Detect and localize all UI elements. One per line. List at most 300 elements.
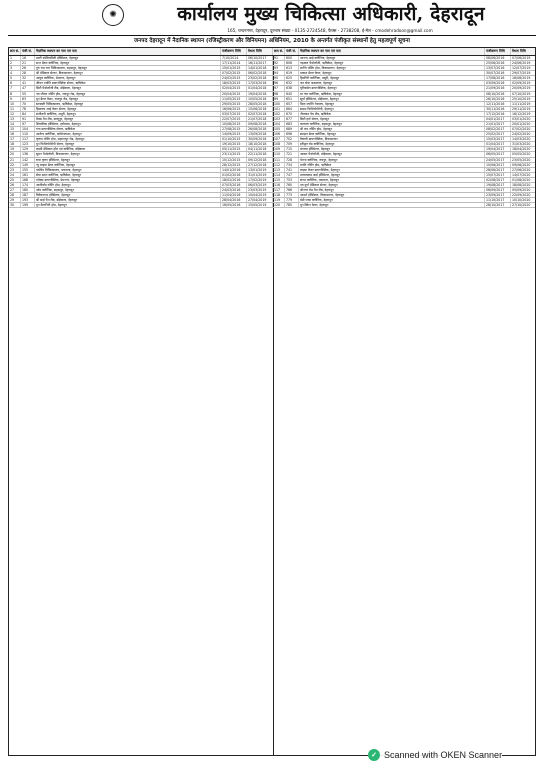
table-cell: 785 <box>285 203 299 207</box>
table-cell: 55 <box>21 92 35 96</box>
table-cell: पर्वतीय चिकित्सालय, चकराता, देहरादून <box>35 168 221 172</box>
table-cell: 613 <box>285 66 299 70</box>
table-cell: 7/10/2014 <box>221 56 247 60</box>
table-cell: 657 <box>285 102 299 106</box>
table-cell: 21 <box>9 158 21 162</box>
table-cell: 123 <box>21 142 35 146</box>
table-cell: मल्टी स्पेशियलिटी हॉस्पिटल, देहरादून <box>35 56 221 60</box>
column-header: क्रम सं. <box>274 49 284 53</box>
table-cell: श्री मेडिकल सेण्टर, विकासनगर, देहरादून <box>35 71 221 75</box>
table-cell: 9 <box>9 97 21 101</box>
column-header: पंजी सं. <box>21 48 35 55</box>
table-cell: आशीर्वाद नर्सिंग होम, देहरादून <box>35 183 221 187</box>
table-cell: 20/09/2019 <box>511 86 536 90</box>
table-cell: सूर्या हॉस्पिटल, डोईवाला, देहरादून <box>299 97 485 101</box>
table-cell: 19/08/2017 <box>485 183 511 187</box>
table-cell: 136 <box>21 152 35 156</box>
table-cell: 105 <box>273 127 285 131</box>
table-cell: 715 <box>285 147 299 151</box>
table-cell: 11/10/2017 <box>485 198 511 202</box>
table-cell: 15/03/2017 <box>485 137 511 141</box>
table-cell: 14/01/2018 <box>247 66 273 70</box>
header-divider <box>8 35 536 36</box>
table-cell: 101 <box>273 107 285 111</box>
table-cell: विवेकानन्द हॉस्पिटल, देहरादून <box>35 193 221 197</box>
table-cell: 23/09/2017 <box>485 193 511 197</box>
table-cell: 26 <box>9 183 21 187</box>
table-cell: उत्तराखण्ड आई हॉस्पिटल, देहरादून <box>299 173 485 177</box>
table-cell: 18 <box>9 142 21 146</box>
table-cell: सन्त डेंटल क्लीनिक, देहरादून <box>35 61 221 65</box>
table-cell: 31/01/2019 <box>247 173 273 177</box>
column-header: क्रम सं. <box>10 49 20 53</box>
table-cell: आदर्श हॉस्पिटल, विकासनगर, देहरादून <box>299 193 485 197</box>
table-cell: 766 <box>285 188 299 192</box>
table-cell: 23/11/2015 <box>221 152 247 156</box>
table-cell: 63 <box>21 97 35 101</box>
table-cell: 619 <box>285 71 299 75</box>
table-cell: आस्था पैथोलॉजी, डोईवाला, देहरादून <box>299 152 485 156</box>
table-cell: 107 <box>273 137 285 141</box>
table-cell: 30/11/2016 <box>485 107 511 111</box>
table-cell: 30 <box>9 203 21 207</box>
table-cell: 747 <box>285 173 299 177</box>
table-cell: 15/01/2015 <box>221 66 247 70</box>
office-address: 165, चन्दननगर, देहरादून, दूरभाष संख्या - 0135-2724548, फैक्स - 2738208, ई-मेल - cmodehradoon@gmail.com <box>227 28 433 33</box>
table-cell: 11/04/2016 <box>221 193 247 197</box>
table-cell: 10/10/2020 <box>511 198 536 202</box>
table-cell: 104 <box>273 122 285 126</box>
table-cell: 05/11/2015 <box>221 147 247 151</box>
table-cell: सेवा सदन क्लीनिक, ऋषिकेश, देहरादून <box>35 173 221 177</box>
table-cell: 05/09/2020 <box>511 188 536 192</box>
table-cell: 24 <box>9 173 21 177</box>
table-cell: 01/08/2020 <box>511 178 536 182</box>
column-header: पंजीकरण तिथि <box>485 48 511 55</box>
table-cell: 26/10/2016 <box>485 97 511 101</box>
table-cell: 632 <box>285 81 299 85</box>
column-header: वैधता तिथि <box>247 48 273 55</box>
table-cell: 10/12/2015 <box>221 158 247 162</box>
table-cell: 24/02/2020 <box>511 132 536 136</box>
table-cell: सरस्वती चिकित्सालय, ऋषिकेश, देहरादून <box>35 102 221 106</box>
table-cell: 14 <box>9 122 21 126</box>
table-cell: दून फिजियोथेरेपी सेण्टर, देहरादून <box>35 142 221 146</box>
table-cell: 19 <box>9 147 21 151</box>
table-cell: 01/02/2016 <box>221 173 247 177</box>
table-cell: 702 <box>285 137 299 141</box>
table-cell: 18/04/2020 <box>511 147 536 151</box>
table-cell: 22 <box>9 163 21 167</box>
table-cell: शान्ति नर्सिंग होम, विकासनगर, देहरादून <box>299 66 485 70</box>
table-cell: 161 <box>21 173 35 177</box>
table-cell: 17/03/2018 <box>247 81 273 85</box>
table-cell: 10/08/2015 <box>221 122 247 126</box>
table-cell: संजीवनी क्लीनिक, मसूरी, देहरादून <box>35 112 221 116</box>
table-cell: 27 <box>9 188 21 192</box>
table-cell: 1 <box>9 56 21 60</box>
table-cell: सुमन पैथोलॉजी, विकासनगर, देहरादून <box>35 152 221 156</box>
table-header-row <box>273 48 536 56</box>
table-cell: 13/09/2018 <box>247 132 273 136</box>
table-cell: 119 <box>273 198 285 202</box>
notice-heading: जनपद देहरादून में नैदानिक स्थापन (रजिस्ट्रीकरण और विनियमन) अधिनियम, 2010 के अन्तर्गत पंजीकृत संस्थानों हेतु महत्वपूर्ण सूचना <box>134 38 410 44</box>
table-cell: 06/05/2017 <box>485 152 511 156</box>
table-cell: यूनिवर्सल डायग्नोस्टिक, देहरादून <box>299 86 485 90</box>
table-cell: 110 <box>273 152 285 156</box>
table-cell: 8 <box>9 92 21 96</box>
table-cell: 645 <box>285 92 299 96</box>
table-cell: 21/01/2017 <box>485 122 511 126</box>
table-cell: 16/11/2017 <box>247 61 273 65</box>
table-cell: 12/11/2016 <box>485 102 511 106</box>
office-title: कार्यालय मुख्य चिकित्सा अधिकारी, देहरादून <box>177 3 485 25</box>
table-cell: 773 <box>285 193 299 197</box>
table-cell: 111 <box>273 158 285 162</box>
table-cell: 600 <box>285 56 299 60</box>
table-cell: 11/05/2015 <box>221 97 247 101</box>
table-cell: 106 <box>273 132 285 136</box>
table-cell: 11 <box>9 107 21 111</box>
table-cell: 110 <box>21 132 35 136</box>
table-cell: 12 <box>9 112 21 116</box>
table-cell: 20/04/2015 <box>221 92 247 96</box>
table-cell: 18/03/2015 <box>221 81 247 85</box>
table-cell: 10/06/2017 <box>485 163 511 167</box>
table-cell: 06/09/2017 <box>485 188 511 192</box>
column-header: वैधता तिथि <box>511 48 536 55</box>
table-cell: 14/01/2016 <box>221 168 247 172</box>
table-cell: 104 <box>21 127 35 131</box>
table-cell: 17 <box>9 137 21 141</box>
table-cell: 29/11/2019 <box>511 107 536 111</box>
table-cell: 41 <box>21 81 35 85</box>
table-cell: हिमगिरी क्लीनिक, मसूरी, देहरादून <box>299 76 485 80</box>
table-cell: नीलकंठ पैथ लैब, ऋषिकेश <box>299 112 485 116</box>
table-cell: 27/12/2018 <box>247 163 273 167</box>
table-cell: 94 <box>273 71 285 75</box>
table-cell: 193 <box>21 198 35 202</box>
table-cell: 16/05/2016 <box>221 203 247 207</box>
table-cell: 117 <box>273 188 285 192</box>
emblem-logo: ✺ <box>102 4 124 26</box>
table-cell: 70 <box>21 102 35 106</box>
table-cell: 98 <box>273 92 285 96</box>
table-cell: 27/04/2019 <box>247 198 273 202</box>
table-cell: 24/05/2017 <box>485 158 511 162</box>
table-cell: 02/09/2019 <box>511 81 536 85</box>
table-cell: राधा कृष्ण हॉस्पिटल, देहरादून <box>35 158 221 162</box>
table-cell: 25 <box>9 178 21 182</box>
table-cell: 24/02/2015 <box>221 76 247 80</box>
table-cell: 99 <box>273 97 285 101</box>
table-cell: 02/04/2015 <box>221 86 247 90</box>
table-cell: 20 <box>9 152 21 156</box>
column-header: नैदानिक स्थापन का नाम एवं पता <box>35 48 221 55</box>
table-cell: 100 <box>273 102 285 106</box>
table-cell: 10/05/2018 <box>247 97 273 101</box>
table-cell: मां गंगा क्लीनिक, ऋषिकेश, देहरादून <box>299 92 485 96</box>
table-cell: 07/02/2015 <box>221 71 247 75</box>
table-cell: 187 <box>21 193 35 197</box>
table-cell: 696 <box>285 132 299 136</box>
table-cell: 651 <box>285 97 299 101</box>
table-cell: 199 <box>21 203 35 207</box>
table-row <box>9 203 273 208</box>
table-cell: 21 <box>21 61 35 65</box>
table-cell: 93 <box>273 66 285 70</box>
table-cell: मेडी प्लस क्लीनिक, देहरादून <box>299 198 485 202</box>
column-header: नैदानिक स्थापन का नाम एवं पता <box>299 48 485 55</box>
table-cell: 3 <box>9 66 21 70</box>
table-cell: 27/10/2020 <box>511 203 536 207</box>
table-cell: 689 <box>285 127 299 131</box>
table-cell: 28 <box>9 193 21 197</box>
table-cell: 19/04/2017 <box>485 147 511 151</box>
table-cell: 174 <box>21 183 35 187</box>
table-cell: 01/04/2018 <box>247 86 273 90</box>
table-cell: 30/09/2018 <box>247 137 273 141</box>
table-cell: 06/03/2019 <box>247 183 273 187</box>
table-cell: 155 <box>21 168 35 172</box>
table-cell: 28/10/2017 <box>485 203 511 207</box>
table-cell: 91 <box>273 56 285 60</box>
table-cell: 116 <box>273 183 285 187</box>
table-cell: 29 <box>9 198 21 202</box>
table-cell: संगम क्लीनिक, चकराता, देहरादून <box>299 178 485 182</box>
table-cell: चेतना क्लीनिक, रायपुर, देहरादून <box>299 158 485 162</box>
table-cell: 118 <box>273 193 285 197</box>
table-cell: 664 <box>285 107 299 111</box>
table-cell: कृष्णा नर्सिंग होम, सहारनपुर रोड, देहरादून <box>35 137 221 141</box>
table-cell: सक्षम फिजियोथेरेपी, देहरादून <box>299 107 485 111</box>
table-cell: 18/10/2018 <box>247 142 273 146</box>
table-cell: 09/06/2020 <box>511 163 536 167</box>
table-cell: 6 <box>9 81 21 85</box>
table-cell: 31/03/2020 <box>511 142 536 146</box>
table-cell: 709 <box>285 142 299 146</box>
table-cell: 20/01/2020 <box>511 122 536 126</box>
table-cell: 25/06/2016 <box>485 61 511 65</box>
table-cell: 17/02/2019 <box>247 178 273 182</box>
table-header-row <box>9 48 273 56</box>
table-cell: 07/02/2020 <box>511 127 536 131</box>
table-cell: शिवालिक हॉस्पिटल, हर्रावाला, देहरादून <box>35 122 221 126</box>
table-cell: 47 <box>21 86 35 90</box>
table-cell: नव दुर्गा मेडिकल सेण्टर, देहरादून <box>299 183 485 187</box>
table-cell: 25/10/2019 <box>511 97 536 101</box>
table-cell: 13/01/2019 <box>247 168 273 172</box>
table-cell: आनन्द आई क्लीनिक, देहरादून <box>299 56 485 60</box>
table-cell: नव जीवन नर्सिंग होम, रायपुर रोड, देहरादून <box>35 92 221 96</box>
table-cell: 84 <box>21 112 35 116</box>
table-cell: 23/02/2018 <box>247 76 273 80</box>
table-column-left <box>9 48 274 755</box>
table-cell: 14/09/2015 <box>221 132 247 136</box>
table-cell: 06/02/2018 <box>247 71 273 75</box>
table-cell: 30/07/2016 <box>485 71 511 75</box>
table-cell: मैक्स पैथ लैब, बल्लूपुर, देहरादून <box>35 117 221 121</box>
table-cell: 29/07/2019 <box>511 71 536 75</box>
table-cell: 03/09/2016 <box>485 81 511 85</box>
table-cell: 760 <box>285 183 299 187</box>
table-cell: 2 <box>9 61 21 65</box>
table-cell: हिमालय आई केयर सेण्टर, देहरादून <box>35 107 221 111</box>
table-cell: 10/04/2019 <box>247 193 273 197</box>
table-cell: 29/05/2015 <box>221 102 247 106</box>
table-cell: 112 <box>273 163 285 167</box>
table-cell: 22/07/2015 <box>221 117 247 121</box>
table-cell: 23/03/2019 <box>247 188 273 192</box>
table-cell: 115 <box>273 178 285 182</box>
table-cell: 168 <box>21 178 35 182</box>
checkmark-icon: ✓ <box>368 749 380 761</box>
table-cell: 721 <box>285 152 299 156</box>
table-cell: मंगलम हॉस्पिटल, देहरादून <box>299 147 485 151</box>
table-cell: 14/07/2020 <box>511 173 536 177</box>
table-cell: 14/03/2020 <box>511 137 536 141</box>
table-cell: 78 <box>21 107 35 111</box>
table-cell: 92 <box>273 61 285 65</box>
table-cell: 638 <box>285 86 299 90</box>
table-cell: 23 <box>9 168 21 172</box>
table-cell: 149 <box>21 163 35 167</box>
table-cell: 677 <box>285 117 299 121</box>
table-cell: आयुष क्लीनिक, प्रेमनगर, देहरादून <box>35 76 221 80</box>
table-cell: 180 <box>21 188 35 192</box>
table-cell: 05/05/2020 <box>511 152 536 156</box>
scanner-watermark <box>368 748 502 762</box>
table-cell: 606 <box>285 61 299 65</box>
table-cell: 91 <box>21 117 35 121</box>
table-cell: 12/07/2019 <box>511 66 536 70</box>
table-cell: 19/04/2018 <box>247 92 273 96</box>
table-cell: एपेक्स डायग्नोस्टिक, प्रेमनगर, देहरादून <box>35 178 221 182</box>
table-cell: 21/07/2018 <box>247 117 273 121</box>
table-cell: 02/07/2018 <box>247 112 273 116</box>
table-cell: सिटी हार्ट सेण्टर, देहरादून <box>299 117 485 121</box>
table-column-right <box>273 48 536 755</box>
table-cell: 103 <box>273 117 285 121</box>
table-cell: जीवन ज्योति डायग्नोस्टिक सेण्टर, ऋषिकेश <box>35 81 221 85</box>
table-cell: 16 <box>21 56 35 60</box>
table-cell: 08/02/2017 <box>485 127 511 131</box>
table-cell: 734 <box>285 163 299 167</box>
table-cell: गढ़वाल पैथोलॉजी, ऋषिकेश, देहरादून <box>299 61 485 65</box>
table-cell: 06/10/2017 <box>247 56 273 60</box>
table-cell: 97 <box>21 122 35 126</box>
table-cell: 95 <box>273 76 285 80</box>
table-cell: प्रगति नर्सिंग होम, ऋषिकेश <box>299 163 485 167</box>
table-cell: 7 <box>9 86 21 90</box>
table-cell: दिव्य ज्योति नेत्रालय, देहरादून <box>299 102 485 106</box>
table-cell: 09/12/2018 <box>247 158 273 162</box>
table-cell: 28/05/2018 <box>247 102 273 106</box>
table-cell: 01/04/2017 <box>485 142 511 146</box>
table-cell: दून स्किन केयर, देहरादून <box>299 203 485 207</box>
table-cell: 26 <box>21 66 35 70</box>
table-cell: 16/06/2015 <box>221 107 247 111</box>
table-cell: 26/08/2018 <box>247 127 273 131</box>
table-cell: 625 <box>285 76 299 80</box>
table-cell: 22/09/2020 <box>511 193 536 197</box>
table-cell: प्रकाश डेंटल केयर, देहरादून <box>299 71 485 75</box>
table-cell: 17/08/2016 <box>485 76 511 80</box>
table-cell: 753 <box>285 178 299 182</box>
table-cell: 21/09/2016 <box>485 86 511 90</box>
table-cell: स्माइल डेंटल क्लीनिक, देहरादून <box>299 132 485 136</box>
table-cell: 5 <box>9 76 21 80</box>
column-header: पंजीकरण तिथि <box>221 48 247 55</box>
table-cell: 28/06/2017 <box>485 168 511 172</box>
table-cell: 08/06/2016 <box>485 56 511 60</box>
table-cell: लक्ष्मी मेडिकल हॉल एवं क्लीनिक, डोईवाला <box>35 147 221 151</box>
table-cell: 04/01/2017 <box>485 117 511 121</box>
table-cell: 129 <box>21 147 35 151</box>
table-cell: 10 <box>9 102 21 106</box>
table-cell: 670 <box>285 112 299 116</box>
table-cell: 13 <box>9 117 21 121</box>
table-cell: 15/07/2017 <box>485 173 511 177</box>
table-cell: 96 <box>273 81 285 85</box>
table-cell: लाइफ केयर डायग्नोस्टिक, देहरादून <box>299 168 485 172</box>
table-cell: 16/12/2019 <box>511 112 536 116</box>
table-cell: 25/02/2017 <box>485 132 511 136</box>
table-cell: 102 <box>273 112 285 116</box>
table-cell: न्यू लाइफ डेंटल क्लीनिक, देहरादून <box>35 163 221 167</box>
table-cell: 779 <box>285 198 299 202</box>
table-cell: श्रीनगर रोड पैथ लैब, देहरादून <box>299 188 485 192</box>
table-cell: 13/07/2016 <box>485 66 511 70</box>
table-cell: 02/08/2017 <box>485 178 511 182</box>
table-cell: 97 <box>273 86 285 90</box>
table-cell: 28 <box>21 71 35 75</box>
table-cell: 07/06/2019 <box>511 56 536 60</box>
table-cell: वैष्णवी डायग्नोस्टिक, विकासनगर <box>299 137 485 141</box>
table-cell: 11/11/2019 <box>511 102 536 106</box>
table-cell: 683 <box>285 122 299 126</box>
table-cell: कल्याण क्लीनिक, सहसपुर, देहरादून <box>299 122 485 126</box>
table-cell: 01/10/2015 <box>221 137 247 141</box>
table-cell: 04/11/2018 <box>247 147 273 151</box>
table-cell: 16/08/2019 <box>511 76 536 80</box>
table-cell: 16 <box>9 132 21 136</box>
table-cell: 15/06/2018 <box>247 107 273 111</box>
table-cell: हरिद्वार रोड क्लीनिक, देहरादून <box>299 142 485 146</box>
table-cell: 03/07/2015 <box>221 112 247 116</box>
table-cell: 08/10/2016 <box>485 92 511 96</box>
table-cell: जन सेवा अस्पताल, देहरादून <box>299 81 485 85</box>
table-cell: 4 <box>9 71 21 75</box>
table-cell: 19/10/2015 <box>221 142 247 146</box>
column-header: पंजी सं. <box>285 48 299 55</box>
table-cell: 24/06/2019 <box>511 61 536 65</box>
table-cell: 120 <box>273 203 285 207</box>
table-cell: ओम क्लीनिक, सहसपुर, देहरादून <box>35 188 221 192</box>
table-cell: 27/08/2015 <box>221 127 247 131</box>
table-cell: 18/02/2016 <box>221 178 247 182</box>
table-cell: 15 <box>9 127 21 131</box>
table-cell: दून डेंटल केयर, राजपुर रोड, देहरादून <box>35 97 221 101</box>
scanner-label: Scanned with OKEN Scanner <box>384 750 503 760</box>
table-cell: 117 <box>21 137 35 141</box>
table-cell: 32 <box>21 76 35 80</box>
table-cell: 728 <box>285 158 299 162</box>
registration-table <box>8 47 536 756</box>
table-cell: सिटी पैथोलॉजी लैब, डोईवाला, देहरादून <box>35 86 221 90</box>
table-cell: 07/03/2016 <box>221 183 247 187</box>
table-cell: 17/11/2014 <box>221 61 247 65</box>
